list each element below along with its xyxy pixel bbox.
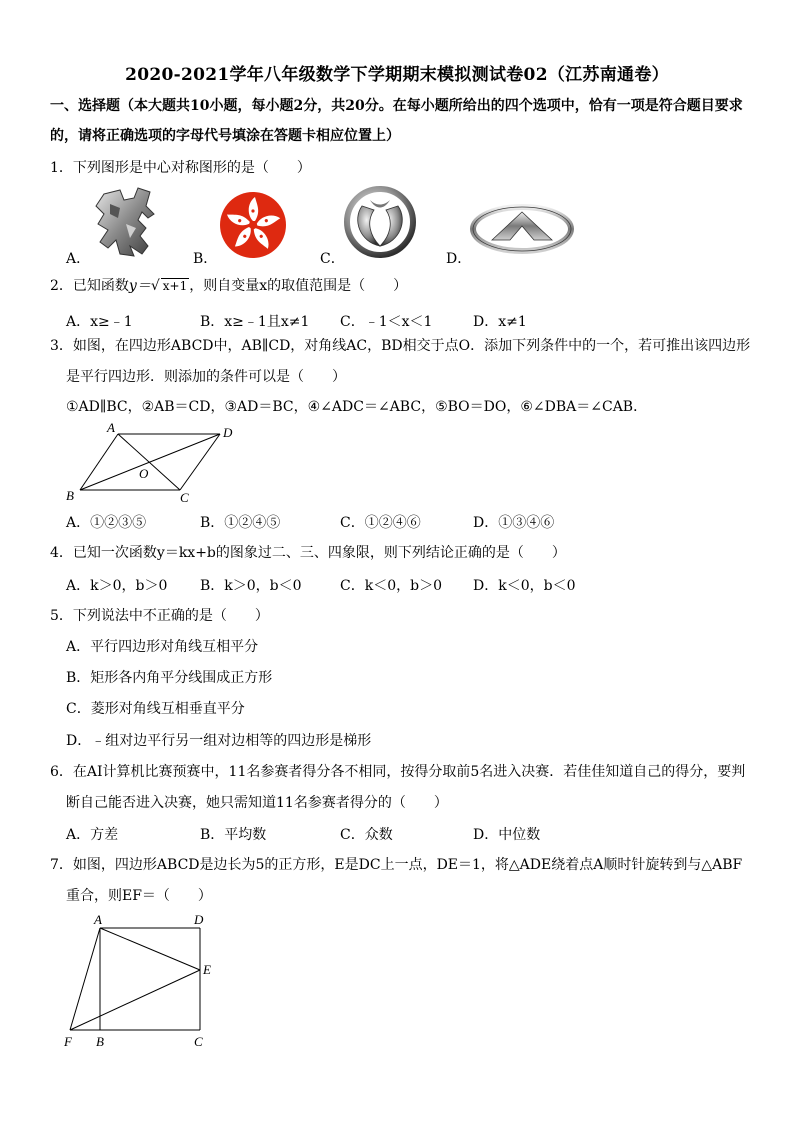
lion-emblem-icon [90,184,162,260]
q2-option-d: D．x≠1 [473,314,527,330]
q6-option-b: B．平均数 [200,827,267,843]
oval-emblem-icon [470,204,574,254]
q2-option-c: C．﹣1＜x＜1 [340,314,433,330]
q7-stem-line1: 7．如图，四边形ABCD是边长为5的正方形，E是DC上一点，DE＝1，将△ADE绕着点A顺时针旋转到与△ABF [50,857,743,873]
label-d: D [194,912,204,927]
q3-option-c: C．①②④⑥ [340,515,421,531]
q6-option-d: D．中位数 [473,827,541,843]
q3-option-b: B．①②④⑤ [200,515,281,531]
label-a: A [107,420,115,435]
q4-option-c: C．k＜0，b＞0 [340,578,442,594]
q5-option-b: B．矩形各内角平分线围成正方形 [66,670,273,686]
q4-stem: 4．已知一次函数y＝kx+b的图象过二、三、四象限，则下列结论正确的是（ ） [50,545,566,561]
q6-option-c: C．众数 [340,827,393,843]
segment-ae [100,928,200,970]
q3-stem-line2: 是平行四边形．则添加的条件可以是（ ） [66,369,346,385]
q5-option-d: D．﹣组对边平行另一组对边相等的四边形是梯形 [66,733,372,749]
q1-option-c: C． [320,251,345,267]
q6-stem-line2: 断自己能否进入决赛，她只需知道11名参赛者得分的（ ） [66,795,448,811]
q4-option-b: B．k＞0，b＜0 [200,578,302,594]
label-e: E [203,962,211,977]
q1-option-b: B． [193,251,218,267]
q1-option-a: A． [66,251,91,267]
q2-function: y＝ [128,278,151,294]
label-f: F [64,1034,72,1049]
q4-option-d: D．k＜0，b＜0 [473,578,576,594]
q3-option-a: A．①②③⑤ [66,515,147,531]
q5-option-a: A．平行四边形对角线互相平分 [66,639,259,655]
label-d: D [223,425,233,440]
label-o: O [139,466,149,481]
q5-stem: 5．下列说法中不正确的是（ ） [50,608,269,624]
q2-option-a: A．x≥﹣1 [66,314,133,330]
q1-stem: 1．下列图形是中心对称图形的是（ ） [50,160,311,176]
label-a: A [94,912,102,927]
section-header-line2: 的，请将正确选项的字母代号填涂在答题卡相应位置上） [50,128,400,144]
q1-option-d: D． [446,251,472,267]
label-c: C [194,1034,203,1049]
label-c: C [180,490,189,505]
q7-square-figure [56,912,226,1052]
diagonal-bd [80,434,220,490]
q5-option-c: C．菱形对角线互相垂直平分 [66,701,245,717]
ring-emblem-icon [344,186,416,258]
section-header-line1: 一、选择题（本大题共10小题，每小题2分，共20分。在每小题所给出的四个选项中，恰有一项是符合题目要求 [50,98,743,114]
q3-conditions: ①AD∥BC，②AB＝CD，③AD＝BC，④∠ADC＝∠ABC，⑤BO＝DO，⑥∠DBA＝∠CAB． [66,399,648,415]
q6-stem-line1: 6．在AI计算机比赛预赛中，11名参赛者得分各不相同，按得分取前5名进入决赛．若佳佳知道自己的得分，要判 [50,764,746,780]
q3-option-d: D．①③④⑥ [473,515,555,531]
edge-ab [80,434,118,490]
q6-option-a: A．方差 [66,827,119,843]
q3-stem-line1: 3．如图，在四边形ABCD中，AB∥CD，对角线AC，BD相交于点O．添加下列条件中的一个，若可推出该四边形 [50,338,751,354]
q4-option-a: A．k＞0，b＞0 [66,578,168,594]
sqrt-sign: √ x+1 [150,278,188,294]
q2-stem: 2．已知函数y＝√ x+1 ，则自变量x的取值范围是（ ） [50,278,408,294]
segment-ef [70,970,200,1030]
page-title: 2020-2021学年八年级数学下学期期末模拟测试卷02（江苏南通卷） [125,65,669,85]
bauhinia-flag-icon [218,190,288,260]
label-b: B [66,488,74,503]
q2-option-b: B．x≥﹣1且x≠1 [200,314,310,330]
segment-af [70,928,100,1030]
label-b: B [96,1034,104,1049]
q7-stem-line2: 重合，则EF＝（ ） [66,888,212,904]
q3-parallelogram-figure [60,420,240,506]
q2-radicand: x+1 [162,279,188,293]
